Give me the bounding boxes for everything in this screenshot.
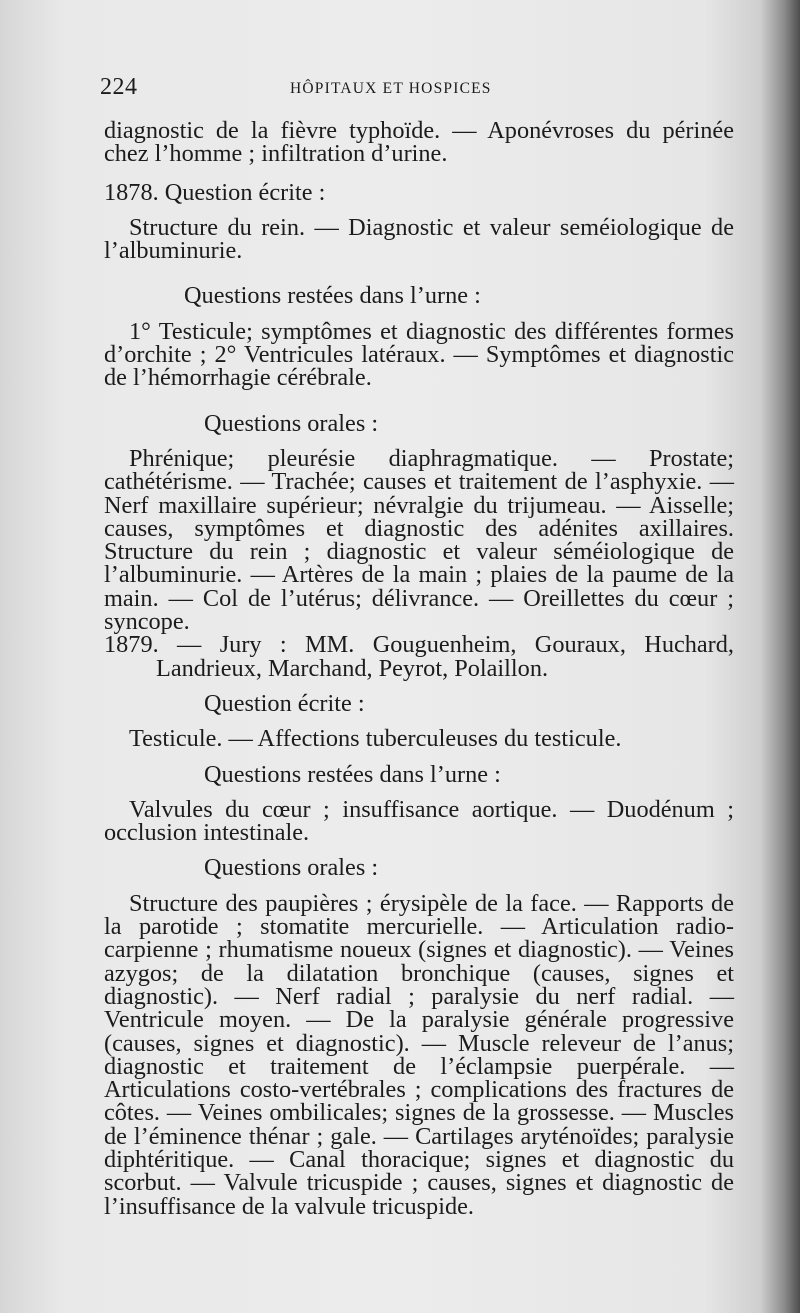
paragraph-continued: diagnostic de la fièvre typhoïde. — Aponévroses du périnée chez l’homme ; infiltration d’urine.	[104, 117, 734, 168]
paragraph-1879-urne: Valvules du cœur ; insuffisance aortique. — Duodénum ; occlusion intestinale.	[104, 795, 734, 847]
heading-1878-urne: Questions restées dans l’urne :	[184, 282, 481, 310]
heading-1879-ecrite: Question écrite :	[204, 689, 365, 717]
paragraph-1878-written-question: Structure du rein. — Diagnostic et valeur seméiologique de l’albuminurie.	[104, 213, 734, 265]
running-head: HÔPITAUX ET HOSPICES	[290, 80, 492, 97]
paragraph-1878-urne: 1° Testicule; symptômes et diagnostic des différentes formes d’orchite ; 2° Ventricules latéraux. — Symptômes et diagnostic de l’hémorrhagie cérébrale.	[104, 317, 734, 392]
paragraph-1879-orales: Structure des paupières ; érysipèle de la face. — Rapports de la parotide ; stomatite mercurielle. — Articulation radio-carpienne ; rhumatisme noueux (signes et diagnostic). — Veines azygos; de la dilatation bronchique (causes, signes et diagnostic). — Nerf radial ; paralysie du nerf radial. — Ventricule moyen. — De la paralysie générale progressive (causes, signes et diagnostic). — Muscle releveur de l’anus; diagnostic et traitement de l’éclampsie puerpérale. — Articulations costo-vertébrales ; complications des fractures de côtes. — Veines ombilicales; signes de la grossesse. — Muscles de l’éminence thénar ; gale. — Cartilages aryténoïdes; paralysie diphtéritique. — Canal thoracique; signes et diagnostic du scorbut. — Valvule tricuspide ; causes, signes et diagnostic de l’insuffisance de la valvule tricuspide.	[104, 889, 734, 1220]
paragraph-1879-jury: 1879. — Jury : MM. Gouguenheim, Gouraux, Huchard, Landrieux, Marchand, Peyrot, Polaillon.	[104, 631, 734, 682]
page-body	[104, 119, 734, 1218]
paragraph-1878-orales: Phrénique; pleurésie diaphragmatique. — Prostate; cathétérisme. — Trachée; causes et traitement de l’asphyxie. — Nerf maxillaire supérieur; névralgie du trijumeau. — Aisselle; causes, symptômes et diagnostic des adénites axillaires. Structure du rein ; diagnostic et valeur séméiologique de l’albuminurie. — Artères de la main ; plaies de la paume de la main. — Col de l’utérus; délivrance. — Oreillettes du cœur ; syncope.	[104, 444, 734, 636]
heading-1878-orales: Questions orales :	[204, 409, 379, 437]
page-number: 224	[100, 74, 138, 100]
paragraph-1879-written-question: Testicule. — Affections tuberculeuses du testicule.	[129, 725, 622, 753]
heading-1879-urne: Questions restées dans l’urne :	[204, 760, 501, 788]
page-header	[100, 74, 740, 104]
heading-1879-orales: Questions orales :	[204, 854, 379, 882]
year-1878-heading: 1878. Question écrite :	[104, 178, 326, 206]
